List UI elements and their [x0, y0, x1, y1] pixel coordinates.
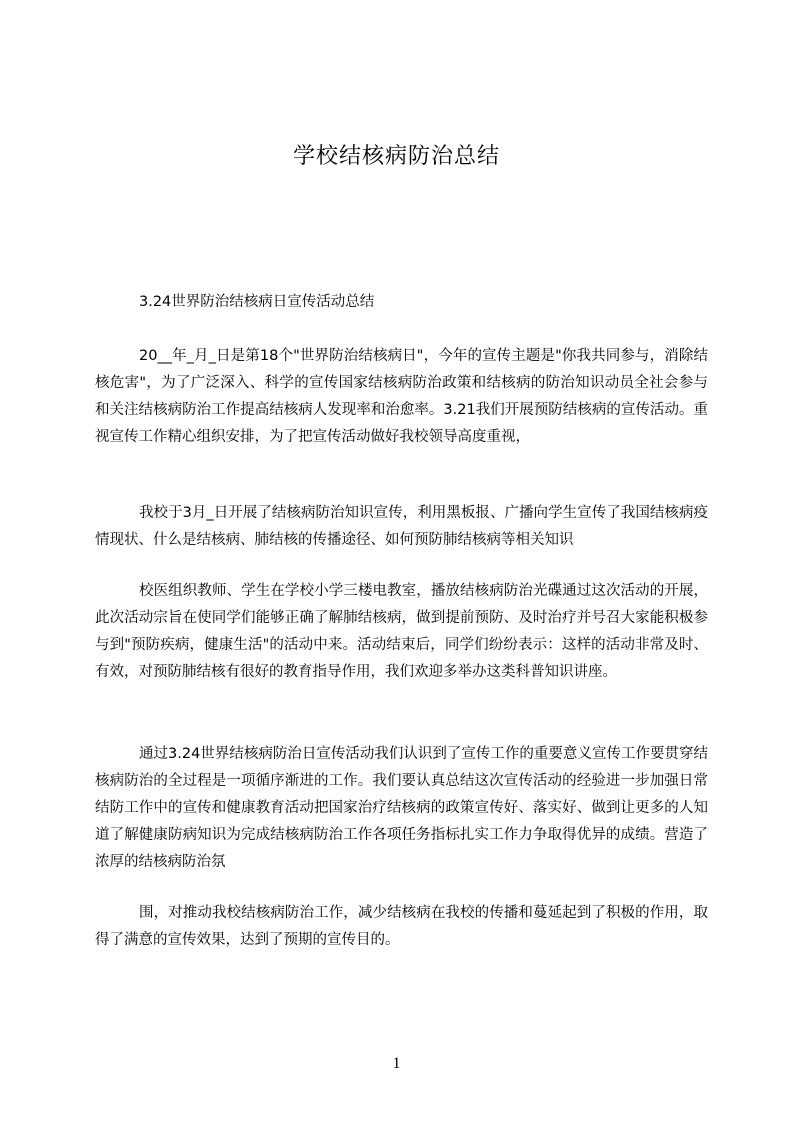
paragraph-video-session: 校医组织教师、学生在学校小学三楼电教室，播放结核病防治光碟通过这次活动的开展，此次活动宗旨在使同学们能够正确了解肺结核病，做到提前预防、及时治疗并号召大家能积极参与到"预防疾病，健康生活"的活动中来。活动结束后，同学们纷纷表示：这样的活动非常及时、有效，对预防肺结核有很好的教育指导作用，我们欢迎多举办这类科普知识讲座。 [95, 583, 708, 680]
paragraph-conclusion: 围，对推动我校结核病防治工作，减少结核病在我校的传播和蔓延起到了积极的作用，取得了满意的宣传效果，达到了预期的宣传目的。 [95, 905, 708, 948]
document-title: 学校结核病防治总结 [292, 144, 500, 169]
paragraph-knowledge-campaign: 我校于3月_日开展了结核病防治知识宣传，利用黑板报、广播向学生宣传了我国结核病疫情现状、什么是结核病、肺结核的传播途径、如何预防肺结核病等相关知识 [95, 505, 708, 548]
paragraph-summary: 通过3.24世界结核病防治日宣传活动我们认识到了宣传工作的重要意义宣传工作要贯穿结核病防治的全过程是一项循序渐进的工作。我们要认真总结这次宣传活动的经验进一步加强日常结防工作中的宣传和健康教育活动把国家治疗结核病的政策宣传好、落实好、做到让更多的人知道了解健康防病知识为完成结核病防治工作各项任务指标扎实工作力争取得优异的成绩。营造了浓厚的结核病防治氛 [95, 746, 708, 870]
paragraph-intro: 20__年_月_日是第18个"世界防治结核病日"，今年的宣传主题是"你我共同参与，消除结核危害"，为了广泛深入、科学的宣传国家结核病防治政策和结核病的防治知识动员全社会参与和关注结核病防治工作提高结核病人发现率和治愈率。3.21我们开展预防结核病的宣传活动。重视宣传工作精心组织安排，为了把宣传活动做好我校领导高度重视， [95, 348, 708, 445]
page-number: 1 [392, 1055, 401, 1072]
document-subtitle: 3.24世界防治结核病日宣传活动总结 [139, 294, 375, 310]
